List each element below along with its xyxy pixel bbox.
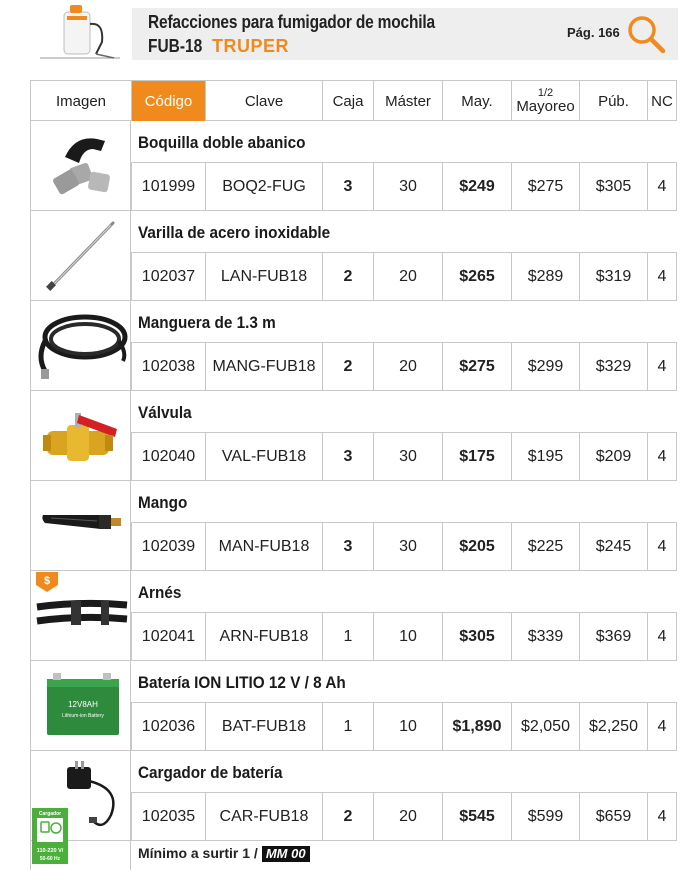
product-nc: 4: [647, 613, 677, 660]
product-master: 20: [373, 343, 442, 390]
table-row: [30, 751, 677, 841]
product-name: Batería ION LITIO 12 V / 8 Ah: [138, 673, 346, 692]
product-name: Mango: [138, 493, 188, 512]
product-key: BAT-FUB18: [205, 703, 322, 750]
product-nc: 4: [647, 523, 677, 570]
charger-badge-frequency: 50-60 Hz: [39, 856, 61, 862]
dollar-badge-icon: [36, 572, 58, 592]
backpack-sprayer-icon: [34, 2, 126, 64]
product-key: CAR-FUB18: [205, 793, 322, 840]
product-code: 102041: [131, 613, 205, 660]
product-public-price: $319: [579, 253, 647, 300]
model-code: FUB-18: [148, 36, 203, 56]
column-header-nc: NC: [647, 81, 677, 121]
product-master: 20: [373, 793, 442, 840]
product-nc: 4: [647, 163, 677, 210]
product-public-price: $245: [579, 523, 647, 570]
product-image-cell: [30, 391, 131, 481]
table-row: [30, 211, 677, 301]
product-name: Cargador de batería: [138, 763, 283, 782]
product-half-wholesale-price: $599: [511, 793, 579, 840]
page-title: Refacciones para fumigador de mochila: [148, 12, 435, 32]
product-image-cell: [30, 661, 131, 751]
product-half-wholesale-price: $299: [511, 343, 579, 390]
product-wholesale-price: $205: [442, 523, 511, 570]
product-image-cell: [30, 211, 131, 301]
column-header-code[interactable]: Código: [131, 81, 205, 121]
product-public-price: $209: [579, 433, 647, 480]
product-nc: 4: [647, 343, 677, 390]
product-box: 2: [322, 793, 373, 840]
product-key: LAN-FUB18: [205, 253, 322, 300]
product-key: MANG-FUB18: [205, 343, 322, 390]
product-master: 30: [373, 433, 442, 480]
column-header-public: Púb.: [579, 81, 647, 121]
product-box: 1: [322, 703, 373, 750]
charger-voltage-badge: [32, 808, 68, 864]
product-code: 102038: [131, 343, 205, 390]
product-code: 101999: [131, 163, 205, 210]
product-box: 2: [322, 253, 373, 300]
battery-icon: [31, 661, 132, 751]
charger-badge-voltage: 110-220 V/: [36, 848, 64, 854]
page-number: Pág. 166: [567, 25, 620, 40]
product-box: 3: [322, 163, 373, 210]
product-wholesale-price: $249: [442, 163, 511, 210]
product-name: Manguera de 1.3 m: [138, 313, 276, 332]
product-image-cell: [30, 301, 131, 391]
table-header-row: [30, 80, 677, 121]
product-box: 3: [322, 433, 373, 480]
product-box: 3: [322, 523, 373, 570]
product-key: BOQ2-FUG: [205, 163, 322, 210]
product-code: 102037: [131, 253, 205, 300]
product-wholesale-price: $275: [442, 343, 511, 390]
table-row: [30, 301, 677, 391]
product-master: 30: [373, 523, 442, 570]
product-name: Válvula: [138, 403, 192, 422]
product-key: VAL-FUB18: [205, 433, 322, 480]
table-row: [30, 481, 677, 571]
product-wholesale-price: $545: [442, 793, 511, 840]
brand-logo: TRUPER: [212, 36, 290, 56]
hose-icon: [31, 301, 132, 391]
column-header-wholesale: May.: [442, 81, 511, 121]
half-fraction: 1/2: [537, 87, 554, 99]
battery-label-1: 12V8AH: [68, 700, 98, 709]
double-nozzle-icon: [31, 121, 132, 211]
product-public-price: $305: [579, 163, 647, 210]
product-code: 102039: [131, 523, 205, 570]
table-row: [30, 391, 677, 481]
product-nc: 4: [647, 793, 677, 840]
product-half-wholesale-price: $225: [511, 523, 579, 570]
product-key: MAN-FUB18: [205, 523, 322, 570]
product-key: ARN-FUB18: [205, 613, 322, 660]
product-code: 102035: [131, 793, 205, 840]
product-public-price: $2,250: [579, 703, 647, 750]
product-master: 10: [373, 613, 442, 660]
product-nc: 4: [647, 433, 677, 480]
column-header-image: Imagen: [30, 81, 131, 121]
minimum-order-text: Mínimo a surtir 1 /: [138, 845, 258, 861]
product-public-price: $329: [579, 343, 647, 390]
column-header-half-wholesale: [511, 81, 579, 121]
mm-badge: MM 00: [262, 846, 310, 862]
product-wholesale-price: $1,890: [442, 703, 511, 750]
product-name: Varilla de acero inoxidable: [138, 223, 331, 242]
battery-label-2: Lithium-ion Battery: [62, 713, 104, 719]
product-code: 102040: [131, 433, 205, 480]
product-half-wholesale-price: $289: [511, 253, 579, 300]
product-name: Boquilla doble abanico: [138, 133, 306, 152]
page-header: [0, 0, 688, 70]
product-code: 102036: [131, 703, 205, 750]
product-half-wholesale-price: $339: [511, 613, 579, 660]
half-label: Mayoreo: [516, 98, 575, 115]
product-public-price: $369: [579, 613, 647, 660]
product-master: 10: [373, 703, 442, 750]
product-box: 2: [322, 343, 373, 390]
product-half-wholesale-price: $2,050: [511, 703, 579, 750]
product-nc: 4: [647, 253, 677, 300]
product-image-cell: [30, 481, 131, 571]
product-wholesale-price: $175: [442, 433, 511, 480]
product-image-cell: [30, 121, 131, 211]
product-wholesale-price: $265: [442, 253, 511, 300]
product-master: 20: [373, 253, 442, 300]
product-master: 30: [373, 163, 442, 210]
product-public-price: $659: [579, 793, 647, 840]
charger-badge-title: Cargador: [38, 811, 62, 817]
dollar-sign: $: [43, 575, 51, 587]
column-header-master: Máster: [373, 81, 442, 121]
steel-rod-icon: [31, 211, 132, 301]
table-row: [30, 121, 677, 211]
column-header-key: Clave: [205, 81, 322, 121]
search-icon[interactable]: [626, 14, 666, 54]
product-wholesale-price: $305: [442, 613, 511, 660]
product-half-wholesale-price: $195: [511, 433, 579, 480]
product-half-wholesale-price: $275: [511, 163, 579, 210]
table-row: [30, 661, 677, 751]
product-name: Arnés: [138, 583, 182, 602]
table-row: [30, 571, 677, 661]
product-box: 1: [322, 613, 373, 660]
handle-icon: [31, 481, 132, 571]
minimum-order-note: [138, 845, 310, 862]
column-header-box: Caja: [322, 81, 373, 121]
product-nc: 4: [647, 703, 677, 750]
valve-icon: [31, 391, 132, 481]
